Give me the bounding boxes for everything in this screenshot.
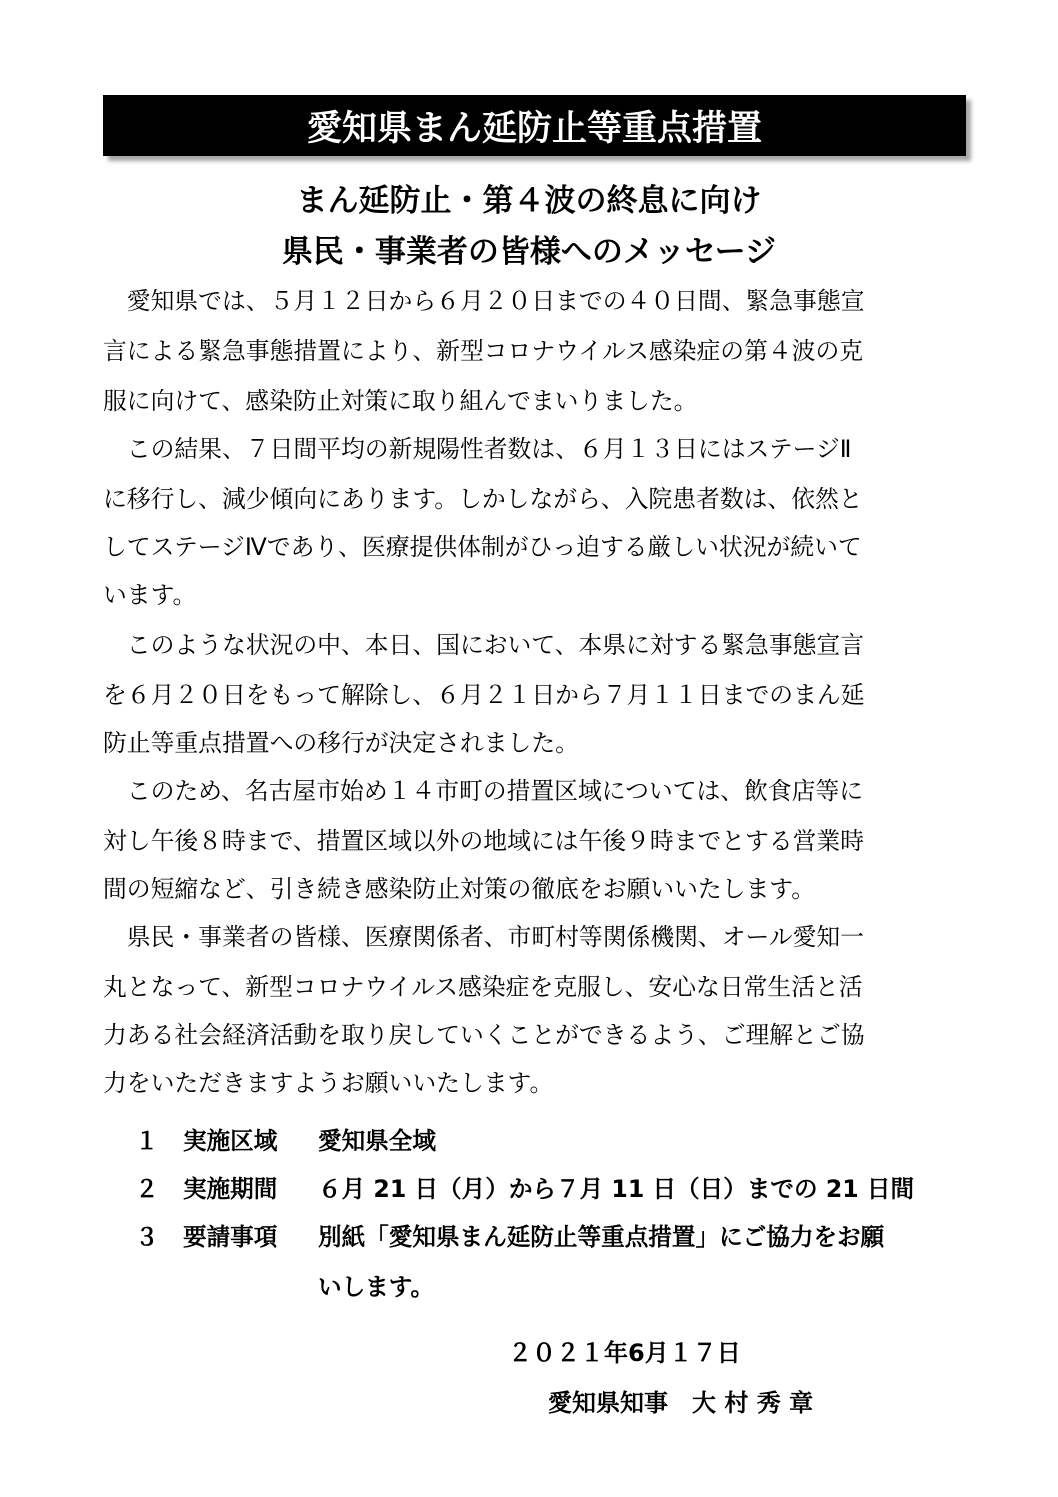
body-line: 力ある社会経済活動を取り戻していくことができるよう、ご理解とご協 bbox=[103, 1021, 865, 1049]
subtitle-line-1: まん延防止・第４波の終息に向け bbox=[296, 183, 762, 219]
item-text: 別紙「愛知県まん延防止等重点措置」にご協力をお願 bbox=[318, 1223, 885, 1251]
item-text: ６月 21 日（月）から７月 11 日（日）までの 21 日間 bbox=[318, 1175, 915, 1203]
body-line: 丸となって、新型コロナウイルス感染症を克服し、安心な日常生活と活 bbox=[103, 973, 863, 1001]
body-line: います。 bbox=[103, 581, 197, 609]
item-number: ２ bbox=[135, 1175, 159, 1203]
governor-signature: 愛知県知事 大 村 秀 章 bbox=[548, 1389, 814, 1417]
item-label: 実施区域 bbox=[183, 1127, 278, 1155]
body-line: 愛知県では、５月１２日から６月２０日までの４０日間、緊急事態宣 bbox=[103, 287, 865, 315]
item-label: 要請事項 bbox=[183, 1223, 278, 1251]
issue-date: ２０２１年6月１７日 bbox=[508, 1339, 741, 1367]
item-text: 愛知県全域 bbox=[318, 1127, 436, 1155]
body-line: このため、名古屋市始め１４市町の措置区域については、飲食店等に bbox=[103, 777, 864, 805]
subtitle-line-2: 県民・事業者の皆様へのメッセージ bbox=[281, 234, 777, 270]
body-line: を６月２０日をもって解除し、６月２１日から７月１１日までのまん延 bbox=[103, 681, 865, 709]
item-number: ３ bbox=[135, 1223, 159, 1251]
title-banner bbox=[103, 95, 966, 156]
body-line: 言による緊急事態措置により、新型コロナウイルス感染症の第４波の克 bbox=[103, 337, 864, 365]
body-line: 対し午後８時まで、措置区域以外の地域には午後９時までとする営業時 bbox=[103, 827, 865, 855]
body-line: このような状況の中、本日、国において、本県に対する緊急事態宣言 bbox=[103, 631, 865, 659]
body-line: この結果、７日間平均の新規陽性者数は、６月１３日にはステージⅡ bbox=[103, 435, 852, 463]
body-line: 県民・事業者の皆様、医療関係者、市町村等関係機関、オール愛知一 bbox=[103, 923, 865, 951]
body-line: 力をいただきますようお願いいたします。 bbox=[103, 1069, 554, 1097]
body-line: 間の短縮など、引き続き感染防止対策の徹底をお願いいたします。 bbox=[103, 875, 815, 903]
page-title: 愛知県まん延防止等重点措置 bbox=[306, 108, 762, 149]
body-line: してステージⅣであり、医療提供体制がひっ迫する厳しい状況が続いて bbox=[103, 533, 862, 561]
item-text-continued: いします。 bbox=[318, 1273, 435, 1301]
body-line: に移行し、減少傾向にあります。しかしながら、入院患者数は、依然と bbox=[103, 485, 863, 513]
item-label: 実施期間 bbox=[183, 1175, 278, 1203]
body-line: 服に向けて、感染防止対策に取り組んでまいりました。 bbox=[103, 387, 698, 415]
item-number: １ bbox=[135, 1127, 159, 1155]
body-line: 防止等重点措置への移行が決定されました。 bbox=[103, 729, 579, 757]
